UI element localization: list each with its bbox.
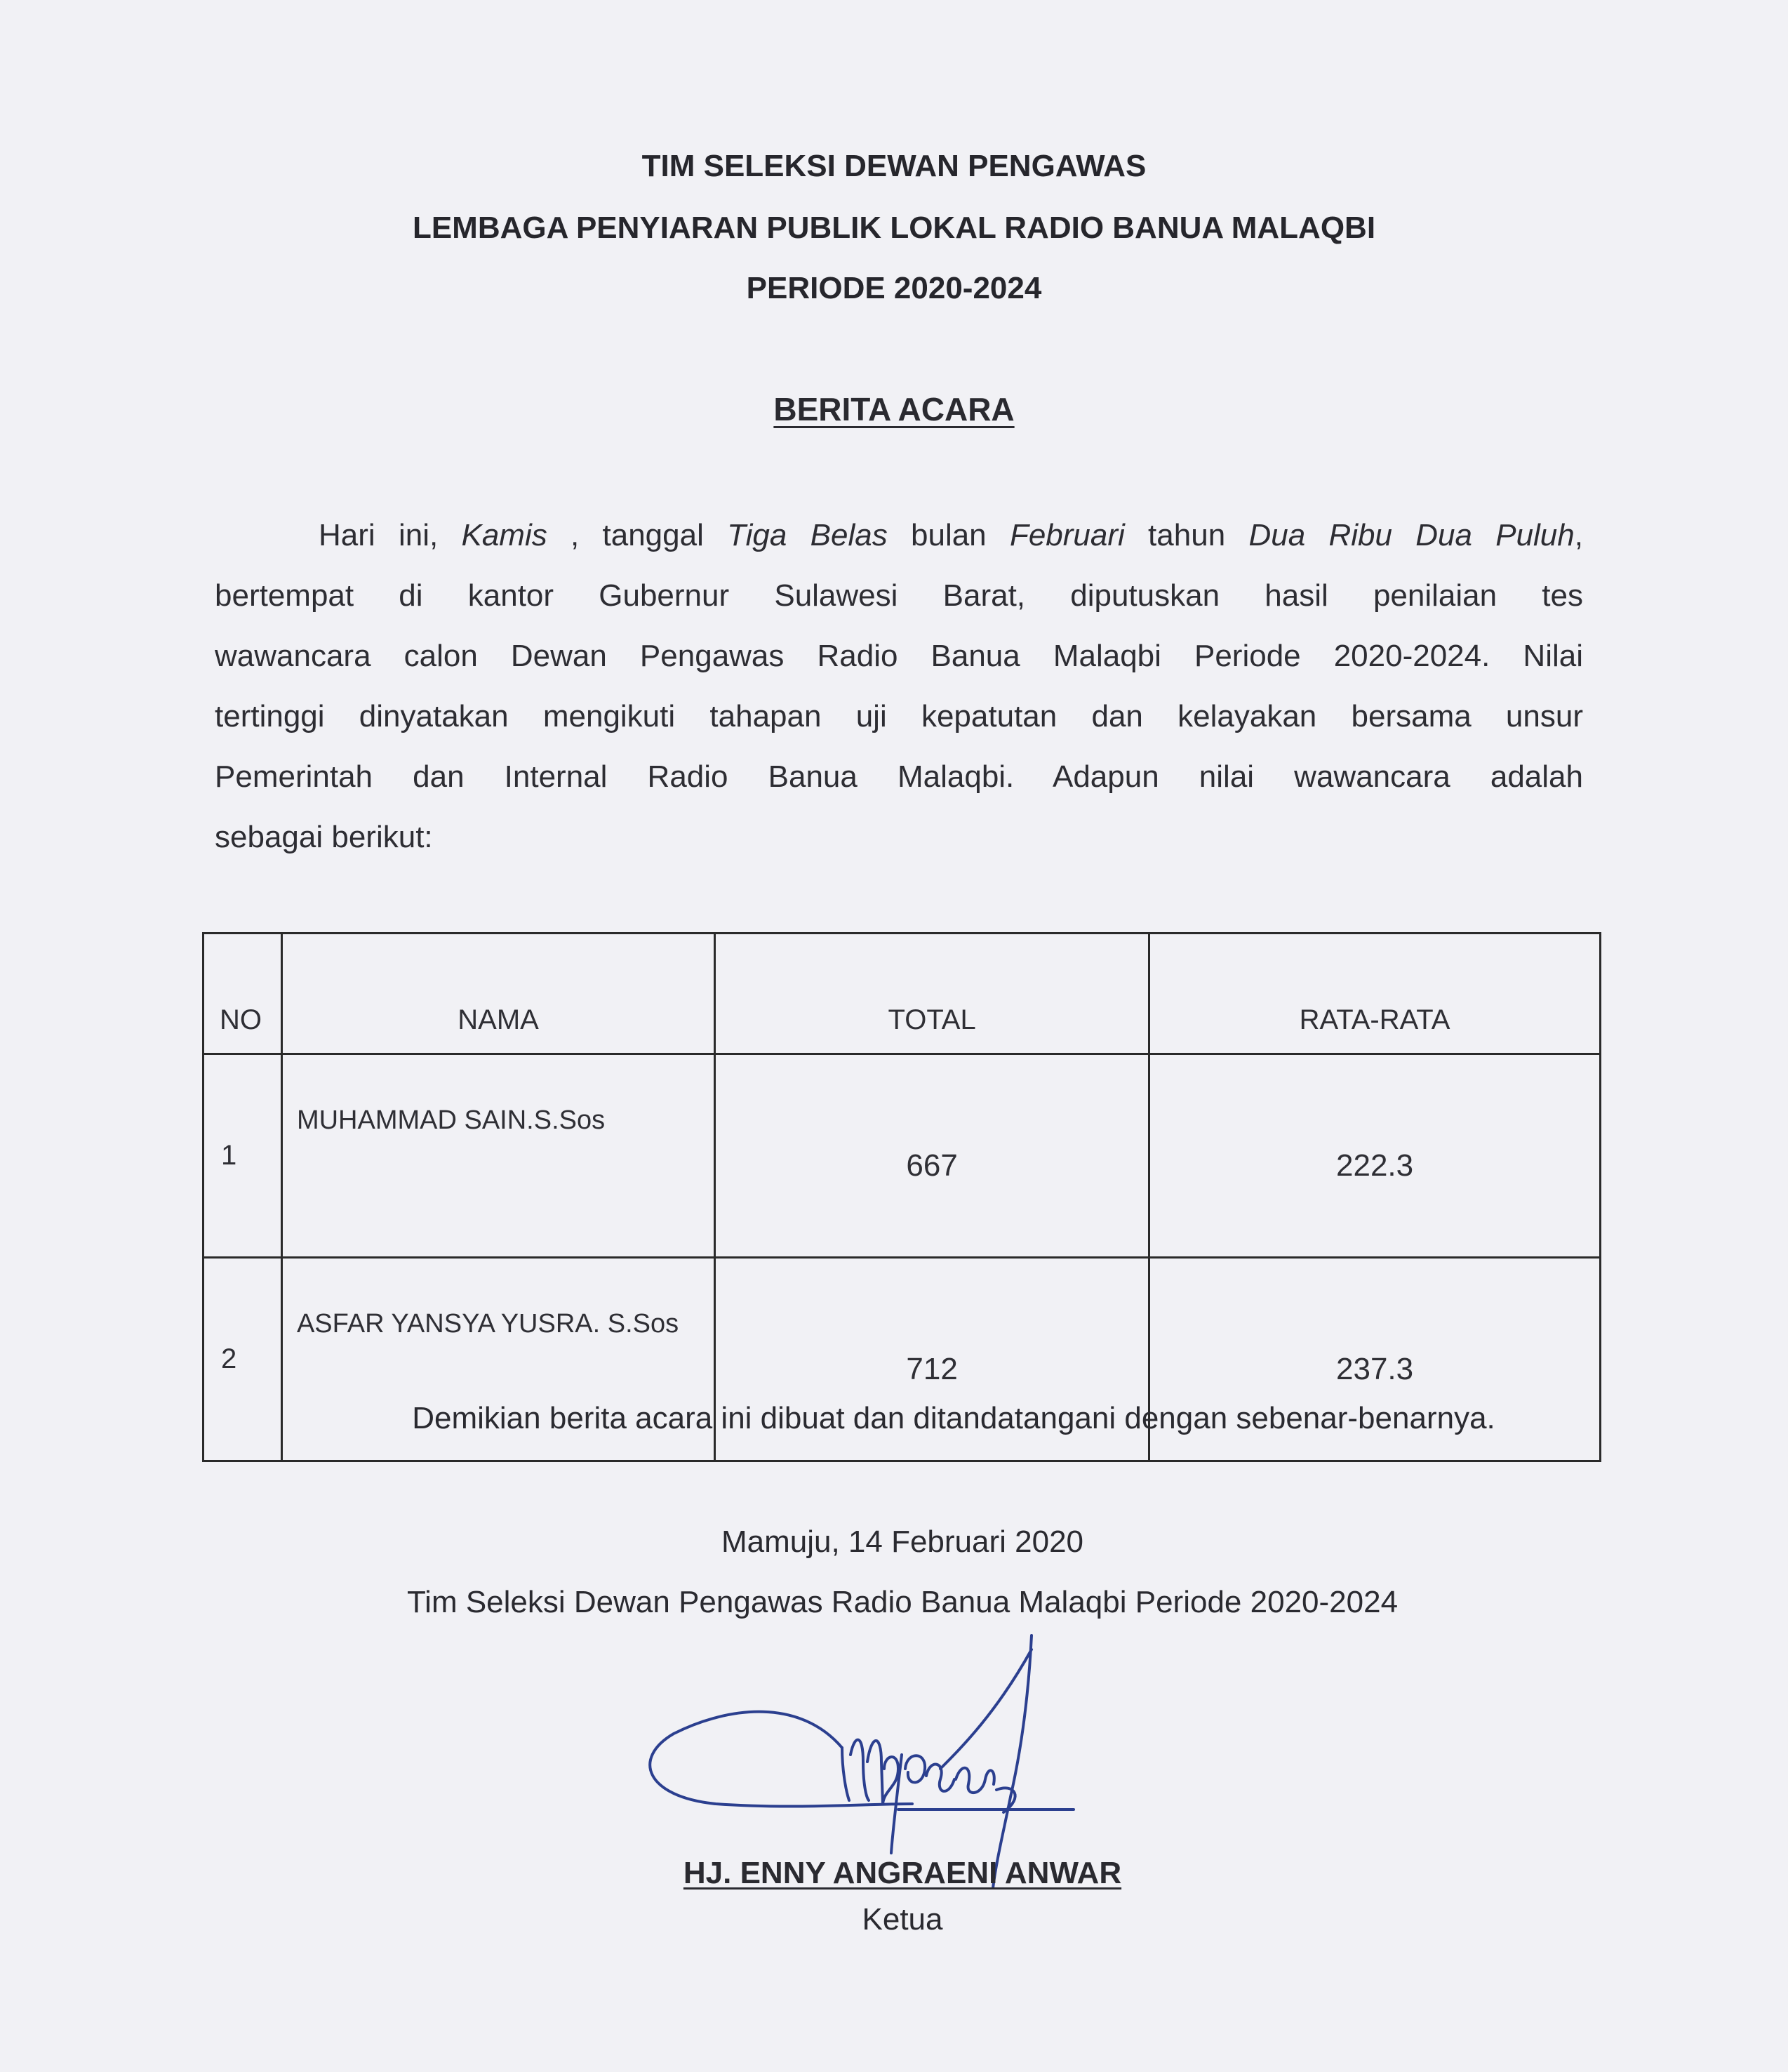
column-header-name: NAMA: [281, 934, 714, 1054]
paragraph-line-6: sebagai berikut:: [215, 820, 433, 854]
cell-no: 2: [204, 1258, 282, 1461]
closing-statement: Demikian berita acara ini dibuat dan ditandatangani dengan sebenar-benarnya.: [412, 1401, 1495, 1435]
paragraph-year: Dua Ribu Dua Puluh: [1248, 518, 1575, 552]
body-paragraph: [215, 505, 1583, 868]
cell-average: 237.3: [1149, 1258, 1601, 1461]
paragraph-line-5: Pemerintah dan Internal Radio Banua Malaqbi. Adapun nilai wawancara adalah: [215, 759, 1583, 794]
paragraph-text: Hari ini,: [319, 518, 462, 552]
signature-icon: [632, 1628, 1123, 1895]
scores-table: [202, 932, 1601, 1462]
column-header-total: TOTAL: [715, 934, 1149, 1054]
cell-no: 1: [204, 1054, 282, 1258]
header-line-2: LEMBAGA PENYIARAN PUBLIK LOKAL RADIO BANUA MALAQBI: [412, 211, 1376, 245]
paragraph-line-1: [215, 505, 1583, 566]
paragraph-text: tahun: [1124, 518, 1249, 552]
paragraph-line-3: wawancara calon Dewan Pengawas Radio Banua Malaqbi Periode 2020-2024. Nilai: [215, 639, 1583, 673]
column-header-average: RATA-RATA: [1149, 934, 1601, 1054]
paragraph-line-4: tertinggi dinyatakan mengikuti tahapan uji kepatutan dan kelayakan bersama unsur: [215, 699, 1583, 733]
paragraph-month: Februari: [1009, 518, 1125, 552]
paragraph-text: ,: [1574, 518, 1583, 552]
signer-name: HJ. ENNY ANGRAENI ANWAR: [683, 1856, 1122, 1890]
cell-total: 712: [715, 1258, 1149, 1461]
cell-name: ASFAR YANSYA YUSRA. S.Sos: [281, 1258, 714, 1461]
paragraph-day: Kamis: [461, 518, 547, 552]
team-name: Tim Seleksi Dewan Pengawas Radio Banua Malaqbi Periode 2020-2024: [406, 1585, 1399, 1619]
cell-average: 222.3: [1149, 1054, 1601, 1258]
cell-total: 667: [715, 1054, 1149, 1258]
signer-role: Ketua: [862, 1902, 943, 1937]
paragraph-text: , tanggal: [547, 518, 728, 552]
header-line-1: TIM SELEKSI DEWAN PENGAWAS: [641, 149, 1147, 183]
column-header-no: NO: [204, 934, 282, 1054]
header-line-3: PERIODE 2020-2024: [746, 271, 1042, 305]
place-date: Mamuju, 14 Februari 2020: [721, 1525, 1084, 1559]
paragraph-date: Tiga Belas: [727, 518, 888, 552]
table-header-row: [204, 934, 1601, 1054]
cell-name: MUHAMMAD SAIN.S.Sos: [281, 1054, 714, 1258]
paragraph-text: bulan: [887, 518, 1010, 552]
document-title: BERITA ACARA: [773, 391, 1015, 427]
table-row: [204, 1054, 1601, 1258]
paragraph-line-2: bertempat di kantor Gubernur Sulawesi Barat, diputuskan hasil penilaian tes: [215, 578, 1583, 613]
